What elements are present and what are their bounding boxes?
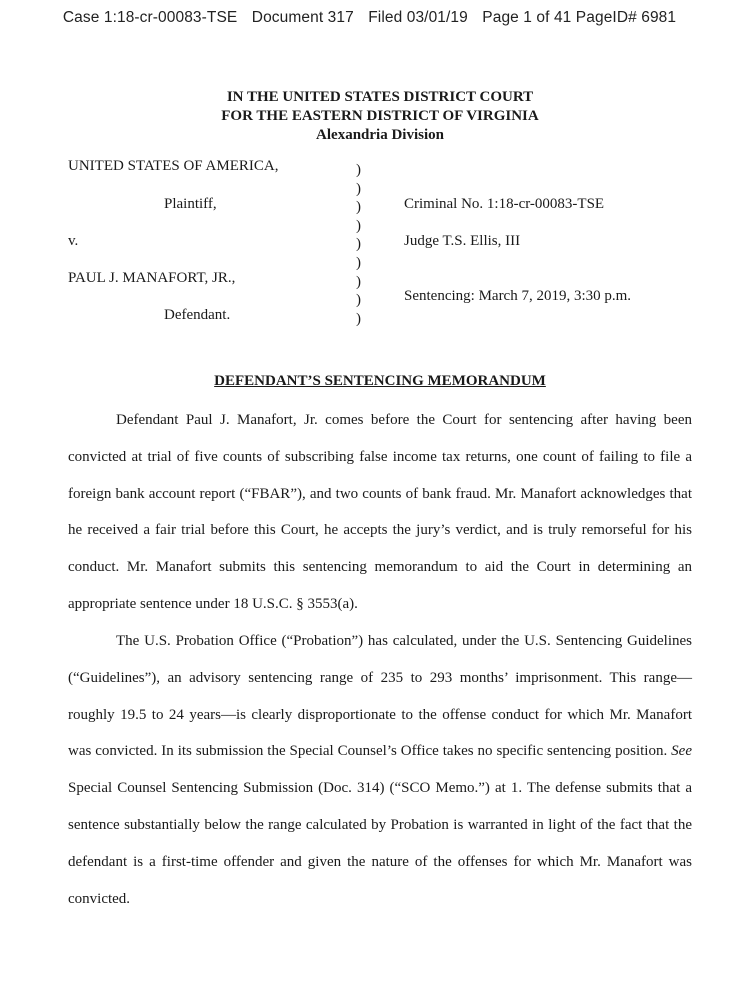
sentencing-date: Sentencing: March 7, 2019, 3:30 p.m. (404, 288, 632, 304)
court-heading (0, 88, 739, 145)
paren: ) (356, 217, 361, 234)
document-title: DEFENDANT’S SENTENCING MEMORANDUM (214, 373, 546, 389)
defendant-name: PAUL J. MANAFORT, JR., (68, 270, 236, 286)
paren: ) (356, 254, 361, 271)
plaintiff-role: Plaintiff, (164, 196, 217, 212)
citation-signal-see: See (671, 743, 692, 760)
court-line-2: FOR THE EASTERN DISTRICT OF VIRGINIA (221, 108, 539, 124)
page-id: Page 1 of 41 PageID# 6981 (482, 9, 677, 26)
plaintiff-name: UNITED STATES OF AMERICA, (68, 158, 279, 174)
paren: ) (356, 236, 361, 253)
versus: v. (68, 233, 79, 249)
paren: ) (356, 199, 361, 216)
paragraph-2-part-2: Special Counsel Sentencing Submission (Doc. 314) (“SCO Memo.”) at 1. The defense submits that a sentence substantially below the range calculated by Probation is warranted in light of the fact that the defendant is a first-time offender and given the nature of the offenses for which Mr. Manafort was convicted. (68, 780, 692, 907)
case-number: Case 1:18-cr-00083-TSE (62, 9, 238, 26)
filing-header (0, 9, 739, 27)
paragraph-2 (68, 623, 692, 917)
paren: ) (356, 180, 361, 197)
paren: ) (356, 273, 361, 290)
paren: ) (356, 162, 361, 178)
defendant-role: Defendant. (164, 307, 231, 323)
judge: Judge T.S. Ellis, III (404, 233, 521, 249)
document-number: Document 317 (251, 9, 354, 26)
caption-parentheses (356, 161, 361, 328)
court-division: Alexandria Division (316, 127, 444, 143)
paren: ) (356, 310, 361, 327)
paragraph-2-text (68, 623, 692, 917)
criminal-number: Criminal No. 1:18-cr-00083-TSE (404, 196, 605, 212)
paragraph-1-text: Defendant Paul J. Manafort, Jr. comes before the Court for sentencing after having been convicted at trial of five counts of subscribing false income tax returns, one count of failing to file a foreign bank account report (“FBAR”), and two counts of bank fraud. Mr. Manafort acknowledges that he received a fair trial before this Court, he accepts the jury’s verdict, and is truly remorseful for his conduct. Mr. Manafort submits this sentencing memorandum to aid the Court in determining an appropriate sentence under 18 U.S.C. § 3553(a). (68, 412, 692, 612)
filed-date: Filed 03/01/19 (368, 9, 468, 26)
paragraph-2-part-1: The U.S. Probation Office (“Probation”) has calculated, under the U.S. Sentencing Guidelines (“Guidelines”), an advisory sentencing range of 235 to 293 months’ imprisonment. This range—roughly 19.5 to 24 years—is clearly disproportionate to the offense conduct for which Mr. Manafort was convicted. In its submission the Special Counsel’s Office takes no specific sentencing position. (68, 633, 692, 760)
court-line-1: IN THE UNITED STATES DISTRICT COURT (226, 89, 534, 105)
paren: ) (356, 292, 361, 309)
paragraph-1 (68, 402, 692, 623)
